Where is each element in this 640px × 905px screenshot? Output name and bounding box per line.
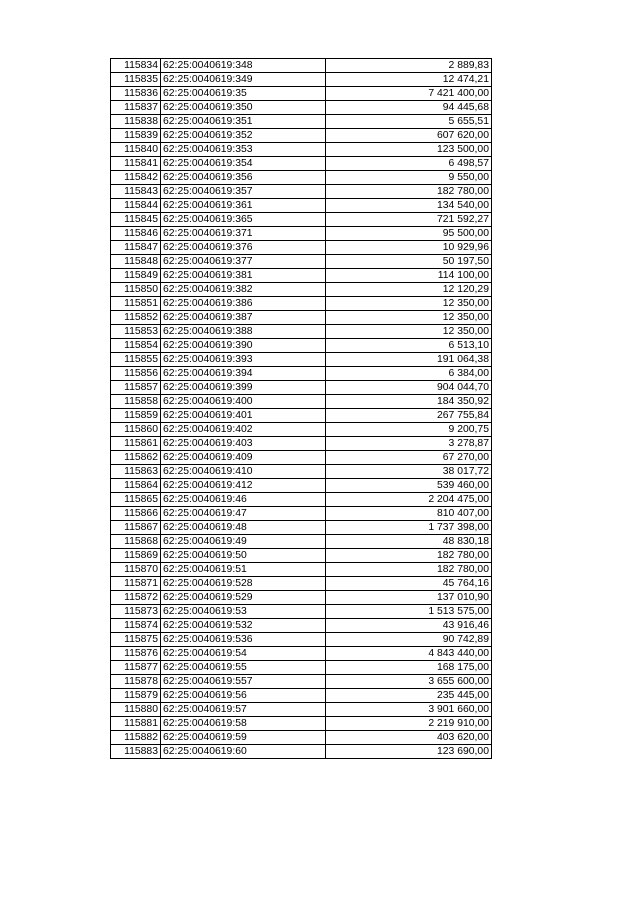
- row-number-cell: 115847: [111, 241, 161, 255]
- cadastral-number-cell: 62:25:0040619:361: [161, 199, 326, 213]
- row-number-cell: 115835: [111, 73, 161, 87]
- cadastral-number-cell: 62:25:0040619:536: [161, 633, 326, 647]
- row-number-cell: 115838: [111, 115, 161, 129]
- value-cell: 94 445,68: [326, 101, 492, 115]
- cadastral-number-cell: 62:25:0040619:403: [161, 437, 326, 451]
- row-number-cell: 115856: [111, 367, 161, 381]
- cadastral-number-cell: 62:25:0040619:56: [161, 689, 326, 703]
- cadastral-number-cell: 62:25:0040619:393: [161, 353, 326, 367]
- value-cell: 3 655 600,00: [326, 675, 492, 689]
- cadastral-number-cell: 62:25:0040619:410: [161, 465, 326, 479]
- table-row: [111, 717, 492, 731]
- cadastral-number-cell: 62:25:0040619:532: [161, 619, 326, 633]
- table-row: [111, 367, 492, 381]
- table-row: [111, 185, 492, 199]
- table-row: [111, 115, 492, 129]
- cadastral-number-cell: 62:25:0040619:394: [161, 367, 326, 381]
- value-cell: 184 350,92: [326, 395, 492, 409]
- cadastral-number-cell: 62:25:0040619:377: [161, 255, 326, 269]
- row-number-cell: 115880: [111, 703, 161, 717]
- cadastral-number-cell: 62:25:0040619:352: [161, 129, 326, 143]
- row-number-cell: 115882: [111, 731, 161, 745]
- table-row: [111, 269, 492, 283]
- cadastral-number-cell: 62:25:0040619:350: [161, 101, 326, 115]
- table-row: [111, 339, 492, 353]
- table-row: [111, 59, 492, 73]
- value-cell: 114 100,00: [326, 269, 492, 283]
- row-number-cell: 115850: [111, 283, 161, 297]
- value-cell: 182 780,00: [326, 185, 492, 199]
- cadastral-number-cell: 62:25:0040619:557: [161, 675, 326, 689]
- row-number-cell: 115851: [111, 297, 161, 311]
- cadastral-number-cell: 62:25:0040619:46: [161, 493, 326, 507]
- table-row: [111, 87, 492, 101]
- table-row: [111, 675, 492, 689]
- cadastral-number-cell: 62:25:0040619:356: [161, 171, 326, 185]
- row-number-cell: 115843: [111, 185, 161, 199]
- row-number-cell: 115854: [111, 339, 161, 353]
- cadastral-number-cell: 62:25:0040619:387: [161, 311, 326, 325]
- table-row: [111, 647, 492, 661]
- value-cell: 191 064,38: [326, 353, 492, 367]
- cadastral-number-cell: 62:25:0040619:348: [161, 59, 326, 73]
- value-cell: 45 764,16: [326, 577, 492, 591]
- value-cell: 12 350,00: [326, 325, 492, 339]
- table-row: [111, 297, 492, 311]
- value-cell: 267 755,84: [326, 409, 492, 423]
- value-cell: 67 270,00: [326, 451, 492, 465]
- value-cell: 721 592,27: [326, 213, 492, 227]
- value-cell: 539 460,00: [326, 479, 492, 493]
- cadastral-number-cell: 62:25:0040619:400: [161, 395, 326, 409]
- table-row: [111, 213, 492, 227]
- value-cell: 12 474,21: [326, 73, 492, 87]
- row-number-cell: 115859: [111, 409, 161, 423]
- table-row: [111, 507, 492, 521]
- table-row: [111, 423, 492, 437]
- cadastral-number-cell: 62:25:0040619:58: [161, 717, 326, 731]
- table-row: [111, 535, 492, 549]
- row-number-cell: 115840: [111, 143, 161, 157]
- value-cell: 2 889,83: [326, 59, 492, 73]
- row-number-cell: 115879: [111, 689, 161, 703]
- value-cell: 6 384,00: [326, 367, 492, 381]
- cadastral-number-cell: 62:25:0040619:59: [161, 731, 326, 745]
- table-row: [111, 311, 492, 325]
- value-cell: 904 044,70: [326, 381, 492, 395]
- cadastral-number-cell: 62:25:0040619:53: [161, 605, 326, 619]
- value-cell: 9 200,75: [326, 423, 492, 437]
- cadastral-number-cell: 62:25:0040619:57: [161, 703, 326, 717]
- table-row: [111, 199, 492, 213]
- cadastral-number-cell: 62:25:0040619:60: [161, 745, 326, 759]
- table-row: [111, 549, 492, 563]
- row-number-cell: 115848: [111, 255, 161, 269]
- value-cell: 43 916,46: [326, 619, 492, 633]
- cadastral-number-cell: 62:25:0040619:51: [161, 563, 326, 577]
- row-number-cell: 115870: [111, 563, 161, 577]
- value-cell: 2 219 910,00: [326, 717, 492, 731]
- table-row: [111, 325, 492, 339]
- table-row: [111, 101, 492, 115]
- cadastral-number-cell: 62:25:0040619:401: [161, 409, 326, 423]
- row-number-cell: 115857: [111, 381, 161, 395]
- cadastral-number-cell: 62:25:0040619:50: [161, 549, 326, 563]
- row-number-cell: 115852: [111, 311, 161, 325]
- value-cell: 182 780,00: [326, 549, 492, 563]
- row-number-cell: 115834: [111, 59, 161, 73]
- value-cell: 12 350,00: [326, 311, 492, 325]
- value-cell: 235 445,00: [326, 689, 492, 703]
- value-cell: 3 278,87: [326, 437, 492, 451]
- value-cell: 134 540,00: [326, 199, 492, 213]
- table-row: [111, 465, 492, 479]
- table-row: [111, 479, 492, 493]
- row-number-cell: 115865: [111, 493, 161, 507]
- value-cell: 9 550,00: [326, 171, 492, 185]
- table-row: [111, 633, 492, 647]
- cadastral-number-cell: 62:25:0040619:48: [161, 521, 326, 535]
- cadastral-number-cell: 62:25:0040619:371: [161, 227, 326, 241]
- cadastral-number-cell: 62:25:0040619:354: [161, 157, 326, 171]
- value-cell: 6 513,10: [326, 339, 492, 353]
- table-row: [111, 381, 492, 395]
- row-number-cell: 115842: [111, 171, 161, 185]
- table-body: [111, 59, 492, 759]
- row-number-cell: 115836: [111, 87, 161, 101]
- row-number-cell: 115841: [111, 157, 161, 171]
- value-cell: 1 513 575,00: [326, 605, 492, 619]
- cadastral-number-cell: 62:25:0040619:47: [161, 507, 326, 521]
- row-number-cell: 115837: [111, 101, 161, 115]
- table-row: [111, 353, 492, 367]
- row-number-cell: 115845: [111, 213, 161, 227]
- row-number-cell: 115860: [111, 423, 161, 437]
- table-row: [111, 283, 492, 297]
- row-number-cell: 115868: [111, 535, 161, 549]
- row-number-cell: 115839: [111, 129, 161, 143]
- table-row: [111, 255, 492, 269]
- row-number-cell: 115862: [111, 451, 161, 465]
- value-cell: 137 010,90: [326, 591, 492, 605]
- table-row: [111, 661, 492, 675]
- row-number-cell: 115849: [111, 269, 161, 283]
- row-number-cell: 115874: [111, 619, 161, 633]
- value-cell: 403 620,00: [326, 731, 492, 745]
- value-cell: 10 929,96: [326, 241, 492, 255]
- value-cell: 2 204 475,00: [326, 493, 492, 507]
- row-number-cell: 115876: [111, 647, 161, 661]
- cadastral-number-cell: 62:25:0040619:388: [161, 325, 326, 339]
- row-number-cell: 115877: [111, 661, 161, 675]
- value-cell: 48 830,18: [326, 535, 492, 549]
- value-cell: 4 843 440,00: [326, 647, 492, 661]
- table-row: [111, 619, 492, 633]
- cadastral-number-cell: 62:25:0040619:351: [161, 115, 326, 129]
- cadastral-number-cell: 62:25:0040619:35: [161, 87, 326, 101]
- table-row: [111, 703, 492, 717]
- document-sheet: [110, 58, 491, 759]
- value-cell: 95 500,00: [326, 227, 492, 241]
- row-number-cell: 115864: [111, 479, 161, 493]
- table-row: [111, 689, 492, 703]
- cadastral-number-cell: 62:25:0040619:357: [161, 185, 326, 199]
- cadastral-number-cell: 62:25:0040619:353: [161, 143, 326, 157]
- table-row: [111, 731, 492, 745]
- row-number-cell: 115866: [111, 507, 161, 521]
- value-cell: 90 742,89: [326, 633, 492, 647]
- cadastral-number-cell: 62:25:0040619:399: [161, 381, 326, 395]
- table-row: [111, 227, 492, 241]
- table-row: [111, 591, 492, 605]
- table-row: [111, 171, 492, 185]
- cadastral-number-cell: 62:25:0040619:49: [161, 535, 326, 549]
- table-row: [111, 605, 492, 619]
- value-cell: 6 498,57: [326, 157, 492, 171]
- row-number-cell: 115869: [111, 549, 161, 563]
- row-number-cell: 115883: [111, 745, 161, 759]
- cadastral-number-cell: 62:25:0040619:529: [161, 591, 326, 605]
- row-number-cell: 115867: [111, 521, 161, 535]
- row-number-cell: 115875: [111, 633, 161, 647]
- cadastral-number-cell: 62:25:0040619:382: [161, 283, 326, 297]
- cadastral-number-cell: 62:25:0040619:409: [161, 451, 326, 465]
- value-cell: 123 500,00: [326, 143, 492, 157]
- value-cell: 5 655,51: [326, 115, 492, 129]
- table-row: [111, 437, 492, 451]
- row-number-cell: 115863: [111, 465, 161, 479]
- table-row: [111, 157, 492, 171]
- table-row: [111, 241, 492, 255]
- row-number-cell: 115846: [111, 227, 161, 241]
- cadastral-number-cell: 62:25:0040619:412: [161, 479, 326, 493]
- cadastral-number-cell: 62:25:0040619:54: [161, 647, 326, 661]
- value-cell: 182 780,00: [326, 563, 492, 577]
- cadastral-number-cell: 62:25:0040619:349: [161, 73, 326, 87]
- cadastral-value-table: [110, 58, 492, 759]
- row-number-cell: 115853: [111, 325, 161, 339]
- table-row: [111, 129, 492, 143]
- cadastral-number-cell: 62:25:0040619:390: [161, 339, 326, 353]
- table-row: [111, 451, 492, 465]
- table-row: [111, 409, 492, 423]
- cadastral-number-cell: 62:25:0040619:55: [161, 661, 326, 675]
- cadastral-number-cell: 62:25:0040619:386: [161, 297, 326, 311]
- table-row: [111, 395, 492, 409]
- value-cell: 38 017,72: [326, 465, 492, 479]
- value-cell: 1 737 398,00: [326, 521, 492, 535]
- value-cell: 810 407,00: [326, 507, 492, 521]
- cadastral-number-cell: 62:25:0040619:381: [161, 269, 326, 283]
- value-cell: 50 197,50: [326, 255, 492, 269]
- table-row: [111, 563, 492, 577]
- row-number-cell: 115844: [111, 199, 161, 213]
- value-cell: 7 421 400,00: [326, 87, 492, 101]
- table-row: [111, 745, 492, 759]
- row-number-cell: 115873: [111, 605, 161, 619]
- row-number-cell: 115855: [111, 353, 161, 367]
- cadastral-number-cell: 62:25:0040619:528: [161, 577, 326, 591]
- cadastral-number-cell: 62:25:0040619:376: [161, 241, 326, 255]
- row-number-cell: 115861: [111, 437, 161, 451]
- value-cell: 123 690,00: [326, 745, 492, 759]
- row-number-cell: 115878: [111, 675, 161, 689]
- row-number-cell: 115872: [111, 591, 161, 605]
- value-cell: 12 120,29: [326, 283, 492, 297]
- table-row: [111, 73, 492, 87]
- row-number-cell: 115881: [111, 717, 161, 731]
- table-row: [111, 493, 492, 507]
- row-number-cell: 115871: [111, 577, 161, 591]
- table-row: [111, 143, 492, 157]
- table-row: [111, 521, 492, 535]
- value-cell: 607 620,00: [326, 129, 492, 143]
- table-row: [111, 577, 492, 591]
- value-cell: 12 350,00: [326, 297, 492, 311]
- value-cell: 168 175,00: [326, 661, 492, 675]
- cadastral-number-cell: 62:25:0040619:365: [161, 213, 326, 227]
- value-cell: 3 901 660,00: [326, 703, 492, 717]
- row-number-cell: 115858: [111, 395, 161, 409]
- cadastral-number-cell: 62:25:0040619:402: [161, 423, 326, 437]
